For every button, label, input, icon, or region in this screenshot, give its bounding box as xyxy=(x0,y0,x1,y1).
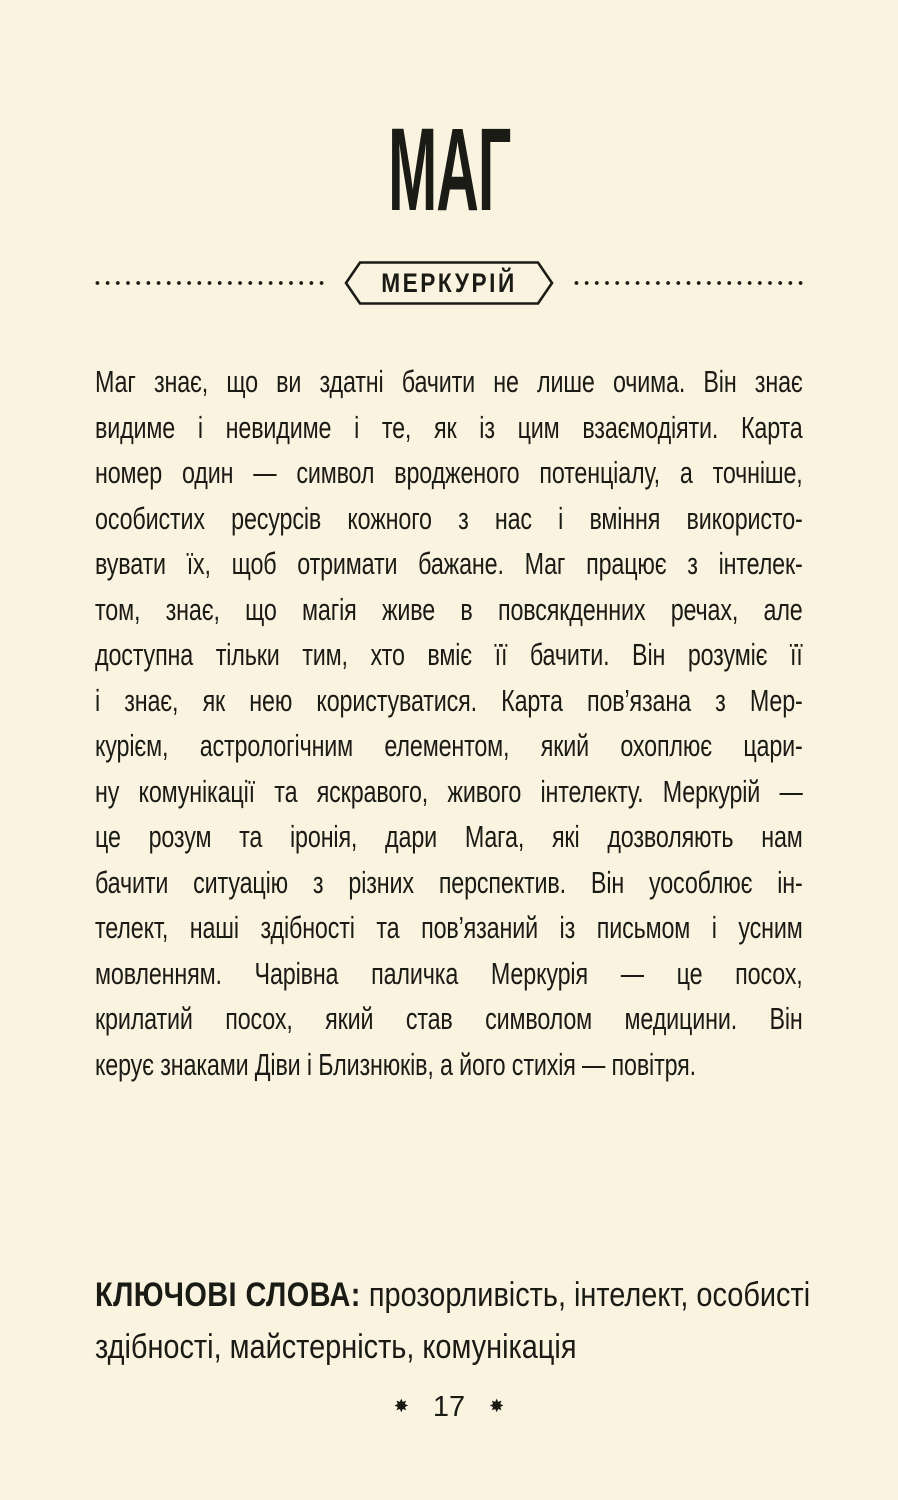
page-number: 17 xyxy=(432,1390,466,1423)
card-title-text: МАГ xyxy=(387,104,511,236)
keywords-line-1 xyxy=(95,1269,811,1321)
text-line: Маг знає, що ви здатні бачити не лише очима. Він знає xyxy=(95,364,803,399)
text-line: телект, наші здібності та пов’язаний із письмом і усним xyxy=(95,910,803,945)
dotted-line-left xyxy=(92,281,327,285)
text-line: видиме і невидиме і те, як із цим взаємодіяти. Карта xyxy=(95,409,803,445)
text-line: ну комунікації та яскравого, живого інтелекту. Меркурій — xyxy=(95,773,803,809)
star-icon: ✸ xyxy=(489,1396,505,1416)
text-line: і знає, як нею користуватися. Карта пов’язана з Мер- xyxy=(95,682,803,718)
keywords-label: КЛЮЧОВІ СЛОВА: xyxy=(95,1276,361,1314)
dotted-line-right xyxy=(571,281,806,285)
star-icon: ✸ xyxy=(393,1396,409,1416)
body-paragraph xyxy=(95,359,803,1087)
text-line: мовленням. Чарівна паличка Меркурія — це посох, xyxy=(95,955,803,991)
text-line: курієм, астрологічним елементом, який охоплює цари- xyxy=(95,728,803,763)
text-line: керує знаками Діви і Близнюків, а його стихія — повітря. xyxy=(95,1046,696,1082)
text-line: вувати їх, щоб отримати бажане. Маг працює з інтелек- xyxy=(95,546,803,581)
text-line: бачити ситуацію з різних перспектив. Він уособлює ін- xyxy=(95,864,803,900)
text-line: доступна тільки тим, хто вміє її бачити. Він розуміє її xyxy=(95,637,803,672)
page-footer xyxy=(0,1388,898,1426)
keywords-text-1: прозорливість, інтелект, особисті xyxy=(360,1276,811,1314)
keywords-line-2: здібності, майстерність, комунікація xyxy=(95,1328,577,1366)
text-line: це розум та іронія, дари Мага, які дозволяють нам xyxy=(95,819,803,854)
keywords-paragraph xyxy=(95,1269,811,1373)
text-line: том, знає, що магія живе в повсякденних речах, але xyxy=(95,591,803,627)
page-title xyxy=(0,104,898,236)
planet-badge xyxy=(343,260,555,306)
text-line: крилатий посох, який став символом медицини. Він xyxy=(95,1001,803,1036)
planet-label: МЕРКУРІЙ xyxy=(381,268,517,298)
text-line: номер один — символ вродженого потенціалу, а точніше, xyxy=(95,455,803,490)
planet-banner xyxy=(92,255,806,311)
text-line: особистих ресурсів кожного з нас і вміння використо- xyxy=(95,500,803,536)
